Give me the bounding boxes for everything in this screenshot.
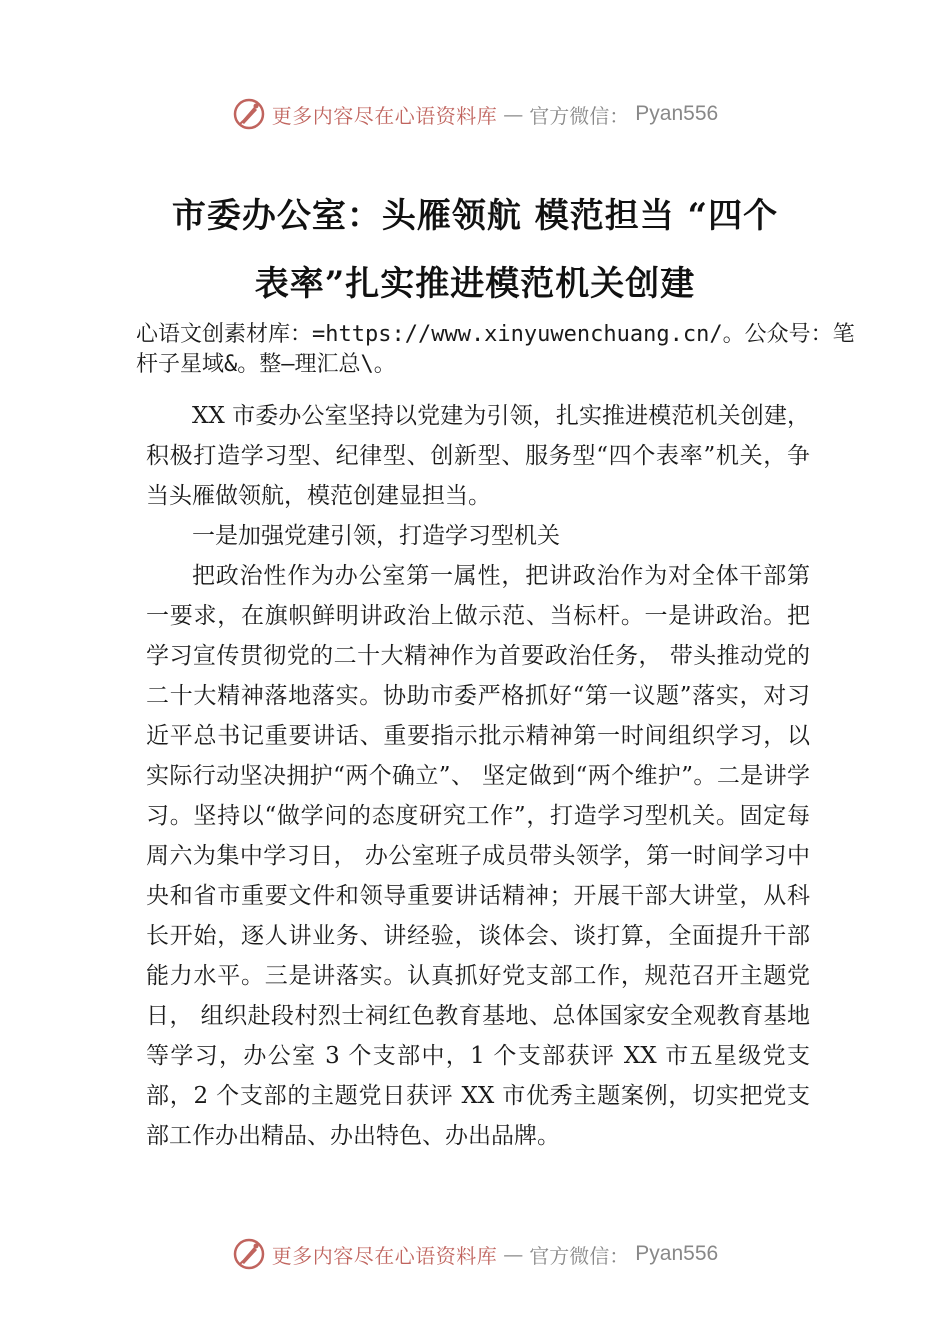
promo-text: 更多内容尽在心语资料库 [271, 1243, 498, 1268]
quill-logo-icon [232, 97, 266, 131]
title-line-2: 表率”扎实推进模范机关创建 [254, 264, 696, 304]
title-line-1: 市委办公室：头雁领航 模范担当 “四个 [171, 196, 779, 236]
banner-separator: — [503, 102, 524, 126]
source-note: 心语文创素材库：=https://www.xinyuwenchuang.cn/。公众号：笔杆子星域&。整—理汇总\。 [136, 322, 855, 377]
quill-logo-icon [232, 1237, 266, 1271]
section-heading: 一是加强党建引领，打造学习型机关 [192, 523, 560, 549]
body-paragraph: 把政治性作为办公室第一属性，把讲政治作为对全体干部第一要求，在旗帜鲜明讲政治上做示范、当标杆。一是讲政治。把学习宣传贯彻党的二十大精神作为首要政治任务， 带头推动党的二十大精神落地落实。协助市委严格抓好“第一议题”落实，对习近平总书记重要讲话、重要指示批示精神第一时间组织学习，以实际行动坚决拥护“两个确立”、 坚定做到“两个维护”。二是讲学习。坚持以“做学问的态度研究工作”，打造学习型机关。固定每周六为集中学习日， 办公室班子成员带头领学，第一时间学习中央和省市重要文件和领导重要讲话精神；开展干部大讲堂，从科长开始，逐人讲业务、讲经验，谈体会、谈打算，全面提升干部能力水平。三是讲落实。认真抓好党支部工作，规范召开主题党日， 组织赴段村烈士祠红色教育基地、总体国家安全观教育基地等学习，办公室 3 个支部中，1 个支部获评 XX 市五星级党支部，2 个支部的主题党日获评 XX 市优秀主题案例，切实把党支部工作办出精品、办出特色、办出品牌。 [146, 563, 810, 1149]
header-banner [0, 94, 950, 134]
document-body [146, 396, 810, 1156]
banner-separator: — [503, 1242, 524, 1266]
promo-text: 更多内容尽在心语资料库 [271, 103, 498, 128]
wechat-label: 官方微信： [529, 1243, 630, 1268]
footer-banner [0, 1234, 950, 1274]
wechat-id: Pyan556 [635, 102, 719, 125]
document-title [110, 182, 840, 318]
intro-paragraph: XX 市委办公室坚持以党建为引领，扎实推进模范机关创建，积极打造学习型、纪律型、创新型、服务型“四个表率”机关，争当头雁做领航，模范创建显担当。 [146, 403, 810, 509]
wechat-id: Pyan556 [635, 1242, 719, 1265]
wechat-label: 官方微信： [529, 103, 630, 128]
